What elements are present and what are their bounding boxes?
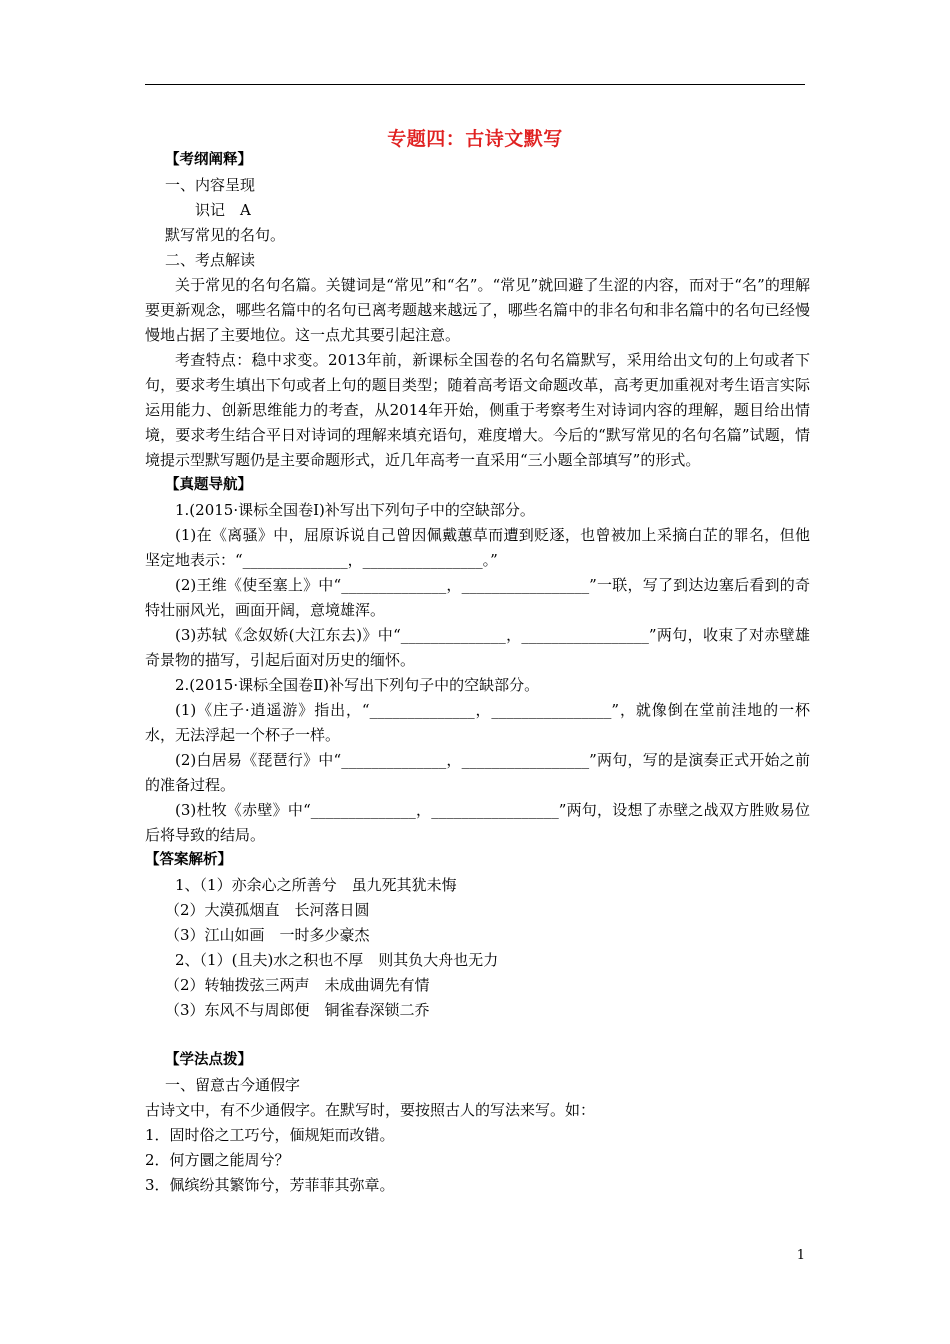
answer-1-1: 1、（1）亦余心之所善兮 虽九死其犹未悔 <box>175 876 457 894</box>
question-1-part-3: (3)苏轼《念奴娇(大江东去)》中“______________，_________________”两句，收束了对赤壁雄奇景物的描写，引起后面对历史的缅怀。 <box>145 626 810 669</box>
question-2-part-2: (2)白居易《琵琶行》中“______________，_________________”两句，写的是演奏正式开始之前的准备过程。 <box>145 751 810 794</box>
page-number: 1 <box>796 1248 805 1263</box>
kaodian-paragraph-2: 考查特点：稳中求变。2013年前，新课标全国卷的名句名篇默写，采用给出文句的上句或者下句，要求考生填出下句或者上句的题目类型；随着高考语文命题改革，高考更加重视对考生语言实际运用能力、创新思维能力的考查，从2014年开始，侧重于考察考生对诗词内容的理解，题目给出情境，要求考生结合平日对诗词的理解来填充语句，难度增大。今后的“默写常见的名句名篇”试题，情境提示型默写题仍是主要命题形式，近几年高考一直采用“三小题全部填写”的形式。 <box>145 351 810 469</box>
example-2: 2．何方圜之能周兮？ <box>145 1151 290 1169</box>
answer-2-1: 2、（1）(且夫)水之积也不厚 则其负大舟也无力 <box>175 951 499 969</box>
kaodian-heading: 二、考点解读 <box>165 251 256 269</box>
answer-1-3: （3）江山如画 一时多少豪杰 <box>165 926 370 944</box>
section-heading-zhenti: 【真题导航】 <box>165 477 252 493</box>
document-body <box>145 148 810 1198</box>
question-2-part-3: (3)杜牧《赤壁》中“______________，_________________”两句，设想了赤壁之战双方胜败易位后将导致的结局。 <box>145 801 810 844</box>
content-heading: 一、内容呈现 <box>165 176 256 194</box>
kaodian-paragraph-1: 关于常见的名句名篇。关键词是“常见”和“名”。“常见”就回避了生涩的内容，而对于“名”的理解要更新观念，哪些名篇中的名句已离考题越来越远了，哪些名篇中的非名句和非名篇中的名句已经慢慢地占据了主要地位。这一点尤其要引起注意。 <box>145 276 810 344</box>
section-heading-kaogang: 【考纲阐释】 <box>165 152 252 168</box>
question-2-intro: 2.(2015·课标全国卷Ⅱ)补写出下列句子中的空缺部分。 <box>175 676 540 694</box>
example-1: 1．固时俗之工巧兮，偭规矩而改错。 <box>145 1126 395 1144</box>
section-heading-xuefa: 【学法点拨】 <box>165 1052 252 1068</box>
section-gap <box>145 1023 810 1048</box>
answer-2-3: （3）东风不与周郎便 铜雀春深锁二乔 <box>165 1001 430 1019</box>
section-heading-answer: 【答案解析】 <box>145 852 232 868</box>
tongjia-heading: 一、留意古今通假字 <box>165 1076 301 1094</box>
task-text: 默写常见的名句。 <box>165 226 286 244</box>
page-title: 专题四：古诗文默写 <box>387 128 563 150</box>
question-2-part-1: (1)《庄子·逍遥游》指出，“______________，________________”，就像倒在堂前洼地的一杯水，无法浮起一个杯子一样。 <box>145 701 810 744</box>
example-3: 3．佩缤纷其繁饰兮，芳菲菲其弥章。 <box>145 1176 395 1194</box>
tongjia-intro: 古诗文中，有不少通假字。在默写时，要按照古人的写法来写。如： <box>145 1101 596 1119</box>
question-1-intro: 1.(2015·课标全国卷Ⅰ)补写出下列句子中的空缺部分。 <box>175 501 535 519</box>
question-1-part-2: (2)王维《使至塞上》中“______________，_________________”一联，写了到达边塞后看到的奇特壮丽风光，画面开阔，意境雄浑。 <box>145 576 810 619</box>
answer-2-2: （2）转轴拨弦三两声 未成曲调先有情 <box>165 976 430 994</box>
header-rule <box>145 84 805 85</box>
question-1-part-1: (1)在《离骚》中，屈原诉说自己曾因佩戴蕙草而遭到贬逐，也曾被加上采摘白芷的罪名，但他坚定地表示：“______________，________________。” <box>145 526 810 569</box>
answer-1-2: （2）大漠孤烟直 长河落日圆 <box>165 901 370 919</box>
level-text: 识记 A <box>195 201 251 219</box>
